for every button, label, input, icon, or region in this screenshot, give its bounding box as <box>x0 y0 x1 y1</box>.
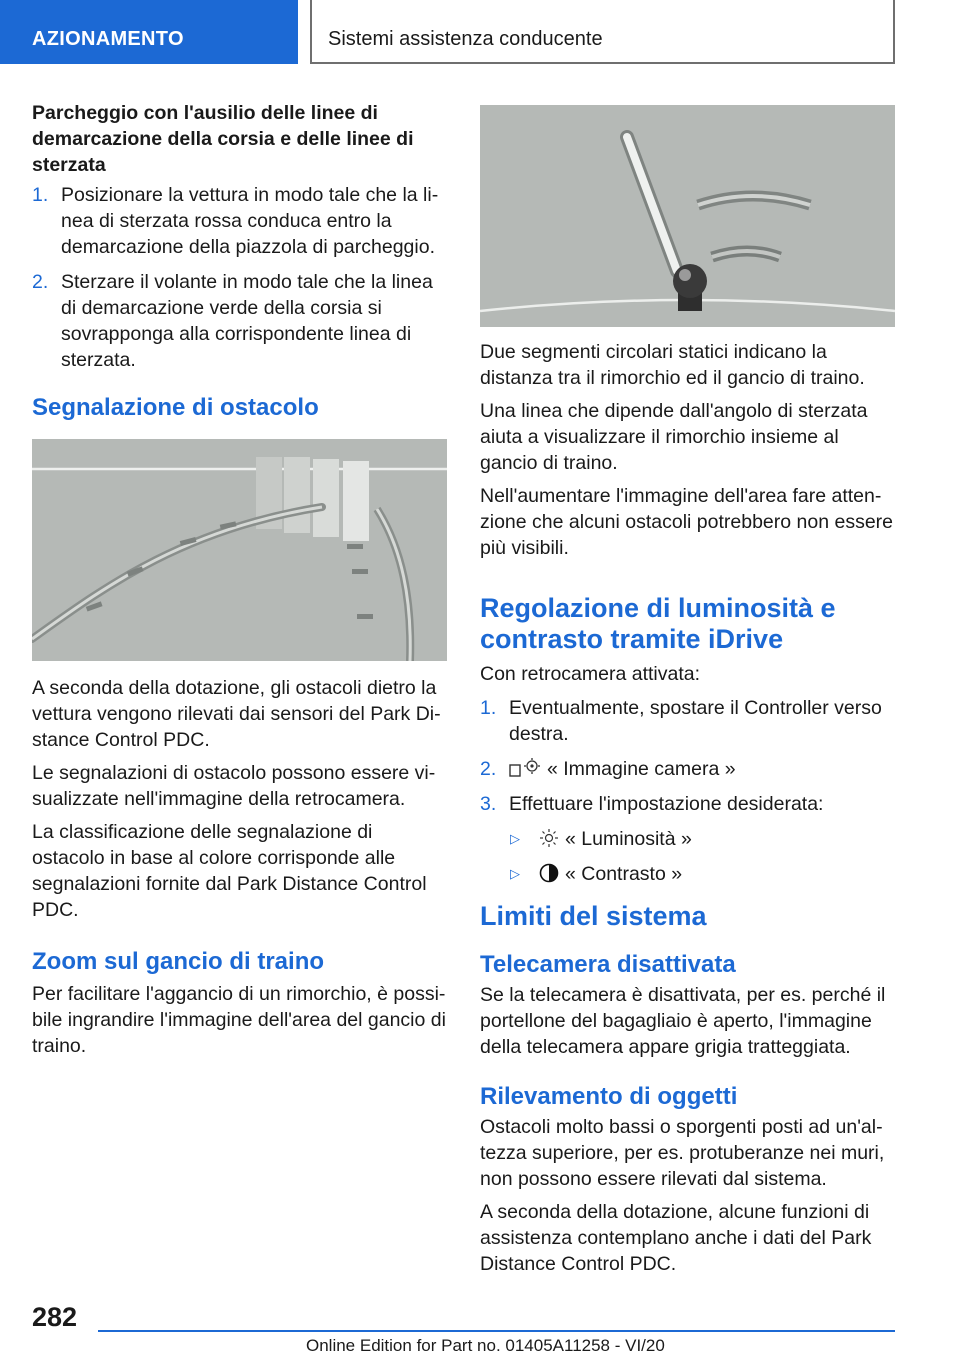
contrast-icon <box>539 863 559 883</box>
limits-heading: Limiti del sistema <box>480 901 707 931</box>
chapter-title: Sistemi assistenza conducente <box>310 0 895 64</box>
obstacle-camera-illustration <box>32 439 447 661</box>
right-column <box>480 105 895 1284</box>
paragraph: Due segmenti circolari statici indicano la distanza tra il rimorchio ed il gancio di traino. <box>480 341 865 389</box>
camera-settings-icon <box>509 757 541 779</box>
list-item: 3. Effettuare l'impostazione desiderata: <box>480 793 824 815</box>
paragraph: Nell'aumentare l'immagine dell'area fare attenzione che alcuni ostacoli potrebbero non essere più visibili. <box>480 485 894 559</box>
left-column <box>32 100 450 1066</box>
brightness-icon <box>539 828 559 848</box>
obstacle-heading: Segnalazione di ostacolo <box>32 394 319 421</box>
camera-off-heading: Telecamera disattivata <box>480 951 736 978</box>
zoom-heading: Zoom sul gancio di traino <box>32 948 325 975</box>
list-item: ▷ « Luminosità » <box>510 828 692 850</box>
edition-note: Online Edition for Part no. 01405A11258 - VI/20 <box>306 1336 665 1355</box>
triangle-icon: ▷ <box>510 831 520 846</box>
list-item: 2. Sterzare il volante in modo tale che la linea di demarcazione verde della corsia si sovrapponga alla corrispondente linea di sterzata. <box>32 271 433 371</box>
triangle-icon: ▷ <box>510 866 520 881</box>
detection-heading: Rilevamento di oggetti <box>480 1083 738 1110</box>
brightness-heading: Regolazione di luminosità e contrasto tramite iDrive <box>480 593 836 654</box>
paragraph: A seconda della dotazione, gli ostacoli dietro la vettura vengono rilevati dai sensori del Park Distance Control PDC. <box>32 677 441 751</box>
list-item: 1. Posizionare la vettura in modo tale che la linea di sterzata rossa conduca entro la demarcazione della piazzola di parcheggio. <box>32 184 439 258</box>
paragraph: Una linea che dipende dall'angolo di sterzata aiuta a visualizzare il rimorchio insieme al gancio di traino. <box>480 400 868 474</box>
page-number: 282 <box>32 1302 78 1332</box>
paragraph: Con retrocamera attivata: <box>480 663 701 685</box>
footer-divider <box>98 1330 895 1332</box>
parking-heading: Parcheggio con l'ausilio delle linee di demarcazione della corsia e delle linee di sterzata <box>32 102 414 176</box>
section-tab: AZIONAMENTO <box>0 0 298 64</box>
paragraph: Se la telecamera è disattivata, per es. perché il portellone del bagagliaio è aperto, l'immagine della telecamera appare grigia tratteggiata. <box>480 984 886 1058</box>
paragraph: La classificazione delle segnalazione di ostacolo in base al colore corrisponde alle segnalazioni fornite dal Park Distance Control PDC. <box>32 821 427 921</box>
brightness-steps <box>480 695 895 817</box>
paragraph: Le segnalazioni di ostacolo possono essere visualizzate nell'immagine della retrocamera. <box>32 762 436 810</box>
parking-steps <box>32 182 450 373</box>
list-item: 1. Eventualmente, spostare il Controller verso destra. <box>480 697 882 745</box>
paragraph: A seconda della dotazione, alcune funzioni di assistenza contemplano anche i dati del Park Distance Control PDC. <box>480 1201 872 1275</box>
paragraph: Per facilitare l'aggancio di un rimorchio, è possibile ingrandire l'immagine dell'area del gancio di traino. <box>32 983 446 1057</box>
list-item: ▷ « Contrasto » <box>510 863 683 885</box>
list-item: 2. « Immagine camera » <box>480 758 736 780</box>
paragraph: Ostacoli molto bassi o sporgenti posti ad un'altezza superiore, per es. protuberanze nei muri, non possono essere rilevati dal sistema. <box>480 1116 885 1190</box>
hitch-zoom-illustration <box>480 105 895 327</box>
settings-list <box>509 826 895 887</box>
